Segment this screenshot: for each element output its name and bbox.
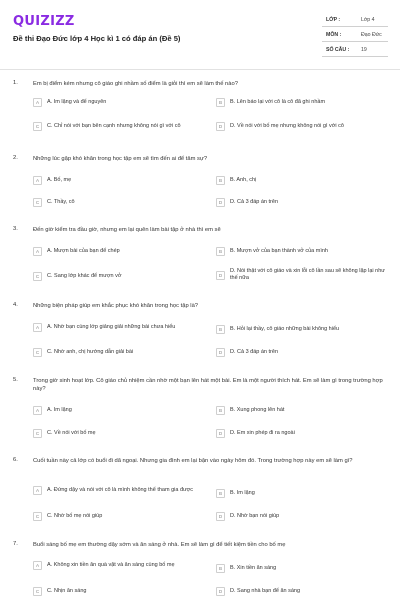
option-letter-box: B: [216, 406, 225, 415]
option-letter-box: D: [216, 348, 225, 357]
option-b[interactable]: [216, 176, 391, 185]
option-text: B. Im lặng: [230, 490, 255, 496]
option-letter-box: D: [216, 587, 225, 596]
option-text: D. Nói thật với cô giáo và xin lỗi cô lần sau sẽ không lặp lại như thế nữa: [230, 268, 385, 281]
option-text: D. Sang nhà bạn để ăn sáng: [230, 588, 301, 594]
option-a[interactable]: [33, 406, 208, 415]
meta-underline: [322, 56, 388, 57]
option-c[interactable]: [33, 512, 208, 521]
question-text: Những lúc gặp khó khăn trong học tập em sẽ tìm đến ai để tâm sự?: [33, 156, 208, 162]
option-text: C. Thầy, cô: [47, 199, 75, 205]
option-text: B. Mượn vở của bạn thành vở của mình: [230, 248, 328, 254]
option-a[interactable]: [33, 176, 208, 185]
option-letter-box: A: [33, 176, 42, 185]
option-text: A. Im lặng và để nguyên: [47, 99, 107, 105]
option-text: D. Về nói với bố mẹ nhưng không nói gì với cô: [230, 123, 344, 129]
meta-value-subject: Đạo Đức: [361, 32, 382, 38]
option-letter-box: D: [216, 429, 225, 438]
option-text: A. Không xin tiền ăn quà vặt và ăn sáng cùng bố mẹ: [47, 562, 175, 568]
option-letter-box: A: [33, 486, 42, 495]
option-letter-box: D: [216, 122, 225, 131]
option-text: B. Xin tiền ăn sáng: [230, 565, 277, 571]
option-d[interactable]: [216, 348, 391, 357]
option-letter-box: A: [33, 98, 42, 107]
option-letter-box: A: [33, 323, 42, 332]
option-text: D. Em xin phép đi ra ngoài: [230, 430, 295, 436]
option-c[interactable]: [33, 272, 208, 281]
option-letter-box: A: [33, 406, 42, 415]
option-text: B. Anh, chị: [230, 177, 257, 183]
document-title: Đề thi Đạo Đức lớp 4 Học kì 1 có đáp án (Đề 5): [13, 34, 181, 43]
option-b[interactable]: [216, 247, 391, 256]
option-d[interactable]: [216, 198, 391, 207]
option-a[interactable]: [33, 247, 208, 256]
option-d[interactable]: [216, 429, 391, 438]
question-number: 3.: [13, 226, 18, 232]
question-number: 4.: [13, 302, 18, 308]
option-text: B. Hỏi lại thầy, cô giáo những bài không hiểu: [230, 326, 340, 332]
meta-value-count: 19: [361, 47, 367, 53]
question-text: Em bị điểm kém nhưng cô giáo ghi nhầm số điểm là giỏi thì em sẽ làm thế nào?: [33, 81, 238, 87]
option-d[interactable]: [216, 122, 391, 131]
option-letter-box: C: [33, 272, 42, 281]
option-b[interactable]: [216, 489, 391, 498]
option-d[interactable]: [216, 512, 391, 521]
meta-label-class: LỚP :: [326, 17, 341, 23]
option-letter-box: A: [33, 561, 42, 570]
option-letter-box: C: [33, 429, 42, 438]
option-text: B. Lên báo lại với cô là cô đã ghi nhầm: [230, 99, 326, 105]
option-text: A. Im lặng: [47, 407, 72, 413]
option-b[interactable]: [216, 325, 391, 334]
option-text: C. Chỉ nói với bạn bên cạnh nhưng không nói gì với cô: [47, 123, 181, 129]
header-divider: [0, 69, 400, 70]
question-number: 1.: [13, 80, 18, 86]
option-letter-box: C: [33, 348, 42, 357]
option-text: C. Nhịn ăn sáng: [47, 588, 87, 594]
option-text: D. Nhờ bạn nói giúp: [230, 513, 280, 519]
quizizz-logo: QUIZIZZ: [13, 14, 75, 29]
option-letter-box: B: [216, 564, 225, 573]
option-letter-box: B: [216, 247, 225, 256]
option-text: A. Đứng dậy và nói với cô là mình không thể tham gia được: [47, 487, 194, 493]
question-number: 6.: [13, 457, 18, 463]
option-text: C. Sang lớp khác để mượn vở: [47, 273, 122, 279]
option-text: C. Về nói với bố mẹ: [47, 430, 96, 436]
option-letter-box: B: [216, 489, 225, 498]
option-letter-box: C: [33, 198, 42, 207]
question-number: 2.: [13, 155, 18, 161]
question-number: 7.: [13, 541, 18, 547]
option-c[interactable]: [33, 348, 208, 357]
option-d[interactable]: [216, 587, 391, 596]
option-text: B. Xung phong lên hát: [230, 407, 285, 413]
option-a[interactable]: [33, 486, 208, 495]
option-c[interactable]: [33, 587, 208, 596]
option-c[interactable]: [33, 429, 208, 438]
question-number: 5.: [13, 377, 18, 383]
option-letter-box: D: [216, 512, 225, 521]
meta-label-count: SỐ CÂU :: [326, 47, 350, 53]
meta-underline: [322, 41, 388, 42]
option-text: C. Nhờ bố mẹ nói giúp: [47, 513, 103, 519]
option-letter-box: B: [216, 176, 225, 185]
option-b[interactable]: [216, 564, 391, 573]
option-letter-box: B: [216, 98, 225, 107]
option-letter-box: A: [33, 247, 42, 256]
option-letter-box: C: [33, 587, 42, 596]
option-text: C. Nhờ anh, chị hướng dẫn giải bài: [47, 349, 134, 355]
option-letter-box: D: [216, 198, 225, 207]
option-letter-box: C: [33, 512, 42, 521]
option-a[interactable]: [33, 323, 208, 332]
meta-value-class: Lớp 4: [361, 17, 375, 23]
option-letter-box: C: [33, 122, 42, 131]
option-c[interactable]: [33, 122, 208, 131]
option-b[interactable]: [216, 98, 391, 107]
question-text: Cuối tuần này cả lớp có buổi đi dã ngoại. Nhưng gia đình em lại bận vào ngày hôm đó. Trong trường hợp này em sẽ làm gì?: [33, 458, 353, 464]
option-b[interactable]: [216, 406, 391, 415]
option-a[interactable]: [33, 561, 208, 570]
option-text: A. Mượn bài của bạn để chép: [47, 248, 120, 254]
question-text: Đến giờ kiểm tra đầu giờ, nhưng em lại quên làm bài tập ở nhà thì em sẽ: [33, 227, 221, 233]
option-letter-box: B: [216, 325, 225, 334]
meta-label-subject: MÔN :: [326, 32, 342, 38]
option-text: D. Cả 3 đáp án trên: [230, 199, 279, 205]
option-c[interactable]: [33, 198, 208, 207]
option-text: A. Nhờ bạn cùng lớp giảng giải những bài chưa hiểu: [47, 324, 176, 330]
option-letter-box: D: [216, 271, 225, 280]
option-d[interactable]: [216, 268, 391, 282]
question-text: Buổi sáng bố mẹ em thường dậy sớm và ăn sáng ở nhà. Em sẽ làm gì để tiết kiệm tiền cho bố mẹ: [33, 542, 286, 548]
question-text: Trong giờ sinh hoạt lớp. Cô giáo chủ nhiệm cần nhờ một bạn lên hát một bài. Em là một người thích hát. Em sẽ làm gì trong trường hợp này?: [33, 378, 383, 392]
worksheet-header: [0, 0, 400, 70]
meta-underline: [322, 26, 388, 27]
question-text: Những biện pháp giúp em khắc phục khó khăn trong học tập là?: [33, 303, 199, 309]
option-a[interactable]: [33, 98, 208, 107]
option-text: D. Cả 3 đáp án trên: [230, 349, 279, 355]
option-text: A. Bố, mẹ: [47, 177, 72, 183]
